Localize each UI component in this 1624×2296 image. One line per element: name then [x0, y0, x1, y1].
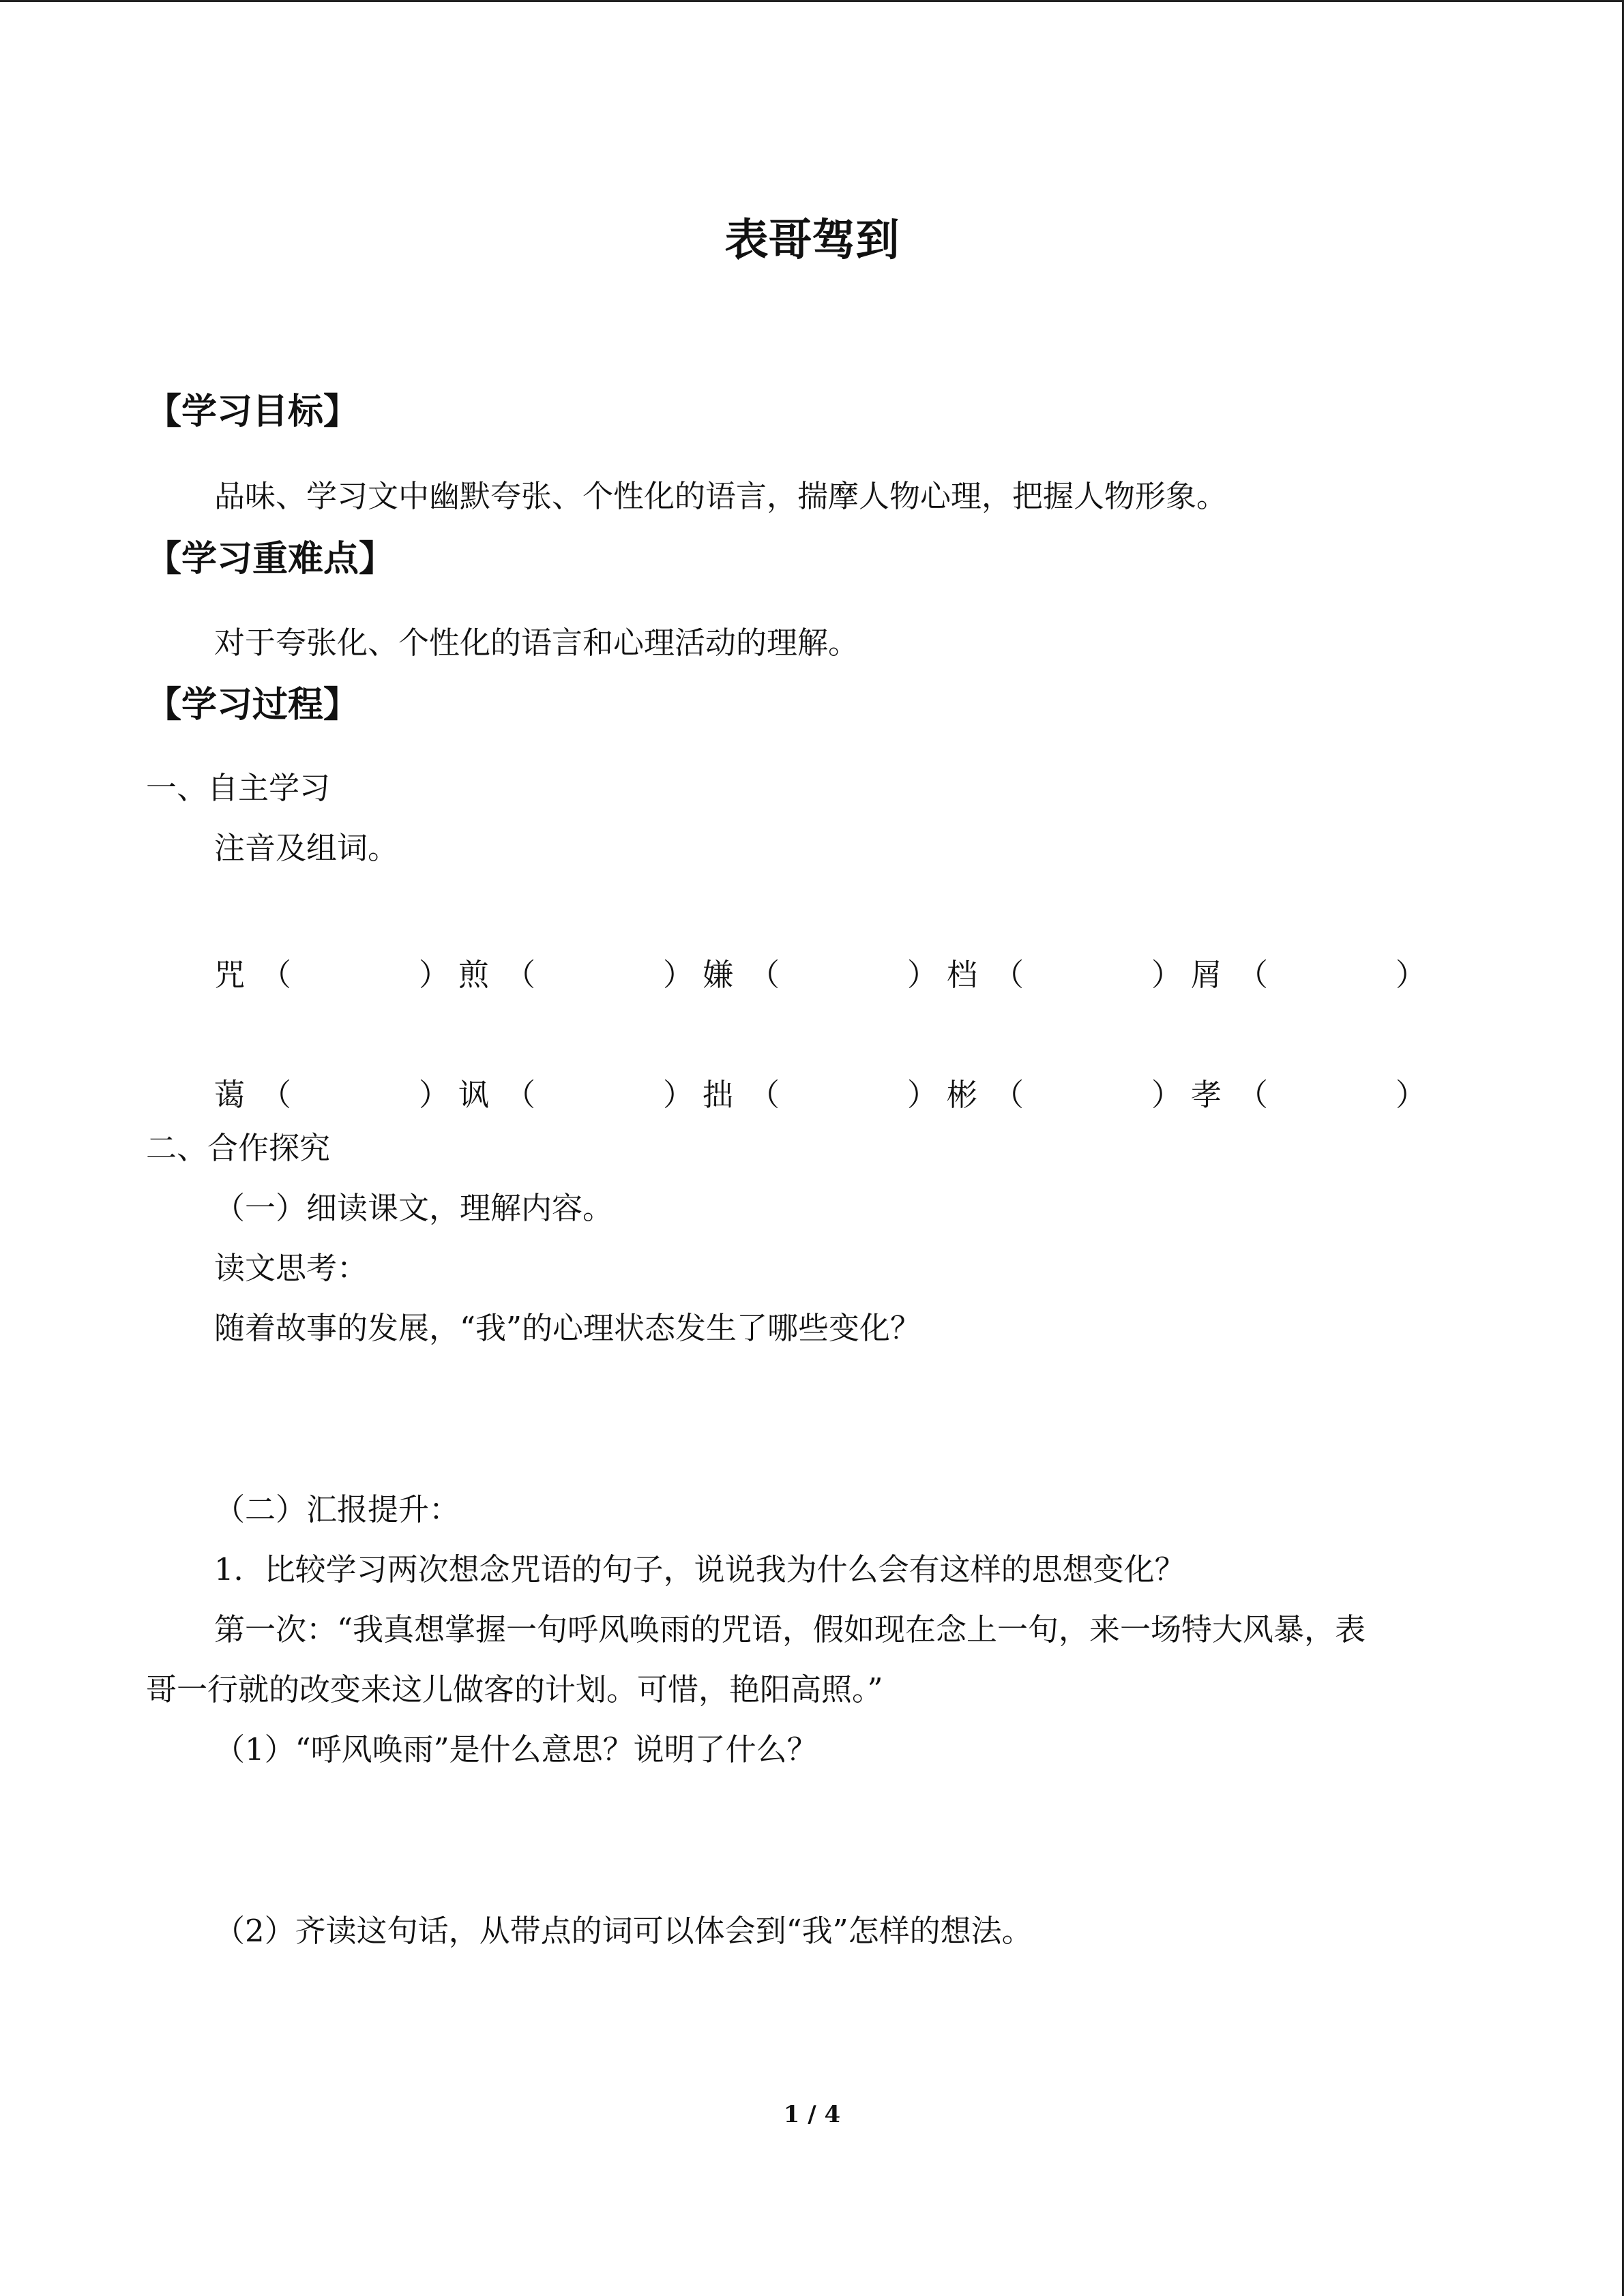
pinyin-char: 煎 — [458, 957, 490, 993]
pinyin-char: 咒 — [214, 957, 246, 993]
part1-instruction: 注音及组词。 — [214, 830, 399, 866]
pinyin-char: 档 — [947, 957, 978, 993]
part2-q1-2: （2）齐读这句话，从带点的词可以体会到“我”怎样的想法。 — [214, 1913, 1033, 1949]
pinyin-item: 档 （ ） — [947, 950, 977, 994]
part2-first-line-1: 第一次：“我真想掌握一句呼风唤雨的咒语，假如现在念上一句，来一场特大风暴，表 — [214, 1611, 1366, 1648]
part2-sub2: （二）汇报提升： — [214, 1491, 460, 1527]
pinyin-item: 拙 （ ） — [703, 1070, 733, 1114]
pinyin-char: 蔼 — [214, 1077, 246, 1113]
key-points-text: 对于夸张化、个性化的语言和心理活动的理解。 — [214, 625, 859, 661]
part2-q1: 1．比较学习两次想念咒语的句子，说说我为什么会有这样的思想变化？ — [214, 1551, 1185, 1587]
part2-question: 随着故事的发展，“我”的心理状态发生了哪些变化？ — [214, 1310, 921, 1346]
part2-title: 二、合作探究 — [146, 1130, 331, 1166]
part2-q1-1: （1）“呼风唤雨”是什么意思？说明了什么？ — [214, 1731, 818, 1768]
pinyin-item: 孝 （ ） — [1191, 1070, 1222, 1114]
key-points-heading: 【学习重难点】 — [146, 539, 395, 580]
pinyin-char: 嫌 — [703, 957, 734, 993]
part1-title: 一、自主学习 — [146, 770, 331, 806]
pinyin-char: 讽 — [458, 1077, 490, 1113]
pinyin-char: 拙 — [703, 1077, 734, 1113]
pinyin-item: 讽 （ ） — [458, 1070, 489, 1114]
page-number: 1 / 4 — [783, 2101, 841, 2128]
objectives-text: 品味、学习文中幽默夸张、个性化的语言，揣摩人物心理，把握人物形象。 — [214, 478, 1228, 514]
part2-think-label: 读文思考： — [214, 1250, 368, 1286]
pinyin-row-2 — [214, 1070, 1428, 1111]
pinyin-row-1 — [214, 950, 1428, 991]
pinyin-item: 煎 （ ） — [458, 950, 489, 994]
pinyin-item: 彬 （ ） — [947, 1070, 977, 1114]
pinyin-char: 彬 — [947, 1077, 978, 1113]
pinyin-char: 孝 — [1191, 1077, 1222, 1113]
document-title: 表哥驾到 — [724, 215, 900, 266]
pinyin-item: 咒 （ ） — [214, 950, 245, 994]
part2-sub1: （一）细读课文，理解内容。 — [214, 1190, 614, 1226]
pinyin-item: 屑 （ ） — [1191, 950, 1222, 994]
pinyin-item: 蔼 （ ） — [214, 1070, 245, 1114]
process-heading: 【学习过程】 — [146, 685, 359, 726]
objectives-heading: 【学习目标】 — [146, 391, 359, 432]
pinyin-char: 屑 — [1191, 957, 1222, 993]
pinyin-item: 嫌 （ ） — [703, 950, 733, 994]
part2-first-line-2: 哥一行就的改变来这儿做客的计划。可惜，艳阳高照。” — [146, 1671, 883, 1708]
